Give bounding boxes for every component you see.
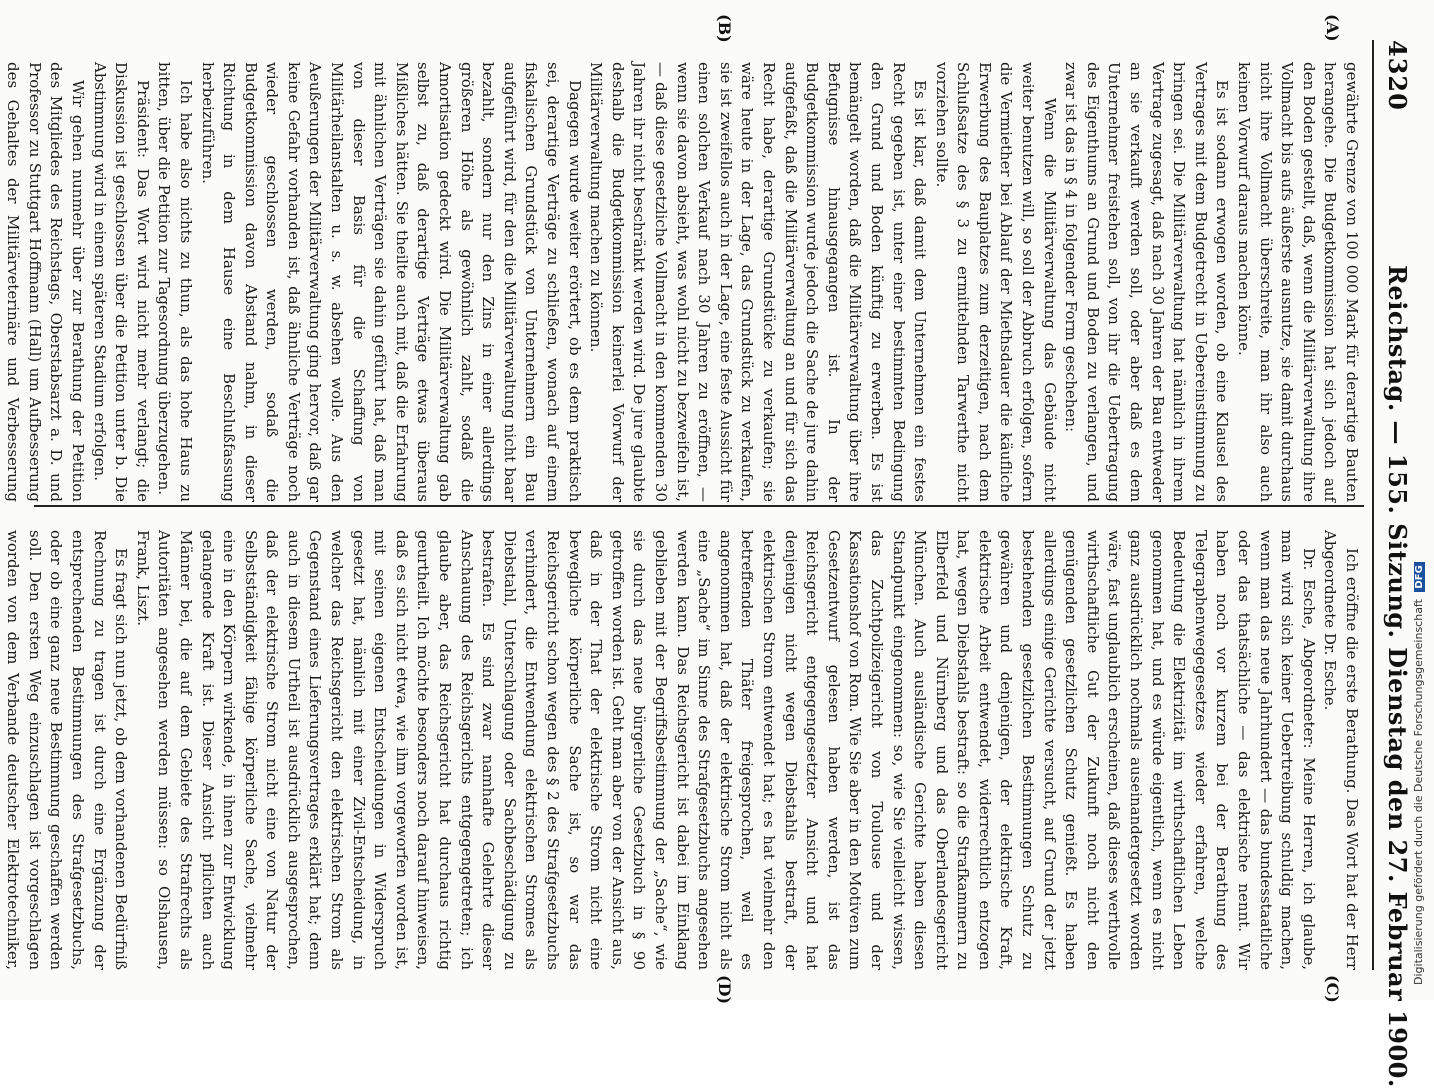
- paragraph: Wenn die Militärverwaltung das Gebäude nicht weiter benutzen will, so soll der Abbruch erfolgen, sofern die Vermiether bei Ablauf der Miethsdauer die käufliche Erwerbung des Bauplatzes zum derzeitigen, nach dem Schlußsatze des § 3 zu ermittelnden Tarwerthe nicht vorziehen sollte.: [932, 62, 1059, 502]
- margin-mark-c: (C): [1323, 975, 1342, 1003]
- paragraph: Es fragt sich nun jetzt, ob dem vorhandenen Bedürfniß Rechnung zu tragen ist durch eine Ergänzung der entsprechenden Bestimmungen des Strafgesetzbuchs, oder ob eine ganz neue Bestimmung geschaffen werden soll. Den ersten Weg einzuschlagen ist vorgeschlagen worden von dem Verbande deutscher Elektrotechniker,: [4, 530, 131, 970]
- paragraph: Dagegen wurde weiter erörtert, ob es denn praktisch sei, derartige Verträge zu schließen, wonach auf einem fiskalischen Grundstück von Unternehmern ein Bau aufgeführt wird, für den die Militärverwaltung nicht baar bezahlt, sondern nur den Zins in einer allerdings größeren Höhe als gewöhnlich zahlt, sodaß die Amortisation gedeckt wird. Die Militärverwaltung gab selbst zu, daß derartige Verträge etwas überaus Mißliches hätten. Sie theilte auch mit, daß die Erfahrung mit ähnlichen Verträgen sie dahin geführt hat, daß man von dieser Basis für die Schaffung von Militärheilanstalten u. s. w. absehen wolle. Aus den Aeußerungen der Militärverwaltung ging hervor, daß gar keine Gefahr vorhanden ist, daß ähnliche Verträge noch wieder geschlossen werden, sodaß die Budgetkommission davon Abstand nahm, in dieser Richtung in dem Hause eine Beschlußfassung herbeizuführen.: [198, 62, 584, 502]
- paragraph: gewährte Grenze von 100 000 Mark für derartige Bauten herangehe. Die Budgetkommission hat sich jedoch auf den Boden gestellt, daß, wenn die Militärverwaltung ihre Vollmacht bis aufs äußerste ausnutze, sie damit durchaus nicht ihre Vollmacht überschreite, man ihr also auch keinen Vorwurf daraus machen könne.: [1235, 62, 1361, 502]
- page-title: Reichstag. — 155. Sitzung. Dienstag den 27. Februar 1900.: [1383, 265, 1412, 1088]
- paragraph: Präsident: Das Wort wird nicht mehr verlangt; die Diskussion ist geschlossen über die Petition unter b. Die Abstimmung wird in einem späteren Stadium erfolgen.: [90, 62, 152, 502]
- column-divider: [34, 505, 1364, 507]
- margin-mark-d: (D): [715, 975, 734, 1005]
- right-text-column: [4, 530, 1362, 970]
- margin-mark-a: (A): [1323, 14, 1342, 42]
- paragraph: Dr. Esche, Abgeordneter: Meine Herren, ich glaube, man wird sich keiner Uebertreibung schuldig machen, wenn man das neue Jahrhundert — das bundesstaatliche oder das thatsächliche — das elektrische nennt. Wir haben noch vor kurzem bei der Berathung des Telegraphenwegegesetzes wieder erfahren, welche Bedeutung die Elektrizität im wirthschaftlichen Leben genommen hat, und es würde eigentlich, wenn es nicht ganz ausdrücklich nochmals auseinandergesetzt worden wäre, fast unglaublich erscheinen, daß dieses werthvolle wirthschaftliche Gut der Zukunft noch nicht den genügenden gesetzlichen Schutz genießt. Es haben allerdings einige Gerichte versucht, auf Grund der jetzt bestehenden gesetzlichen Bestimmungen Schutz zu gewähren und denjenigen, der elektrische Kraft, elektrische Arbeit entwendet, widerrechtlich entzogen hat, wegen Diebstahls bestraft: so die Strafkammern zu Elberfeld und Nürnberg und das Oberlandesgericht München. Auch ausländische Gerichte haben diesen Standpunkt eingenommen: so, wie Sie vielleicht wissen, das Zuchtpolizeigericht von Toulouse und der Kassationshof von Rom. Wie Sie aber in den Motiven zum Gesetzentwurf gelesen haben werden, ist das Reichsgericht entgegengesetzter Ansicht und hat denjenigen nicht wegen Diebstahls bestraft, der elektrischen Strom entwendet hat; es hat vielmehr den betreffenden Thäter freigesprochen, weil es angenommen hat, daß der elektrische Strom nicht als eine „Sache“ im Sinne des Strafgesetzbuchs angesehen werden kann. Das Reichsgericht ist dabei im Einklang geblieben mit der Begriffsbestimmung der „Sache“, wie sie durch das neue bürgerliche Gesetzbuch in § 90 getroffen worden ist. Geht man aber von der Ansicht aus, daß in der That der elektrische Strom nicht eine bewegliche körperliche Sache ist, so war das Reichsgericht schon wegen des § 2 des Strafgesetzbuchs verhindert, die Entwendung elektrischen Stromes als Diebstahl, Unterschlagung oder Sachbeschädigung zu bestrafen. Es sind zwar namhafte Gelehrte dieser Anschauung des Reichsgerichts entgegengetreten; ich glaube aber, das Reichsgericht hat durchaus richtig geurtheilt. Ich möchte besonders noch darauf hinweisen, daß es sich nicht etwa, wie ihm vorgeworfen worden ist, mit seinen eigenen Entscheidungen in Widerspruch gesetzt hat, nämlich mit einer Zivil-Entscheidung, in welcher das Reichsgericht den elektrischen Strom als Gegenstand eines Lieferungsvertrages erklärt hat; denn auch in diesem Urtheil ist ausdrücklich ausgesprochen, daß der elektrische Strom nicht eine von Natur der Selbstständigkeit fähige körperliche Sache, vielmehr eine in den Körpern wirkende, in ihnen zur Entwicklung gelangende Kraft ist. Dieser Ansicht pflichten auch Männer bei, die auf dem Gebiete des Strafrechts als Autoritäten angesehen werden müssen: so Olshausen, Frank, Liszt.: [133, 530, 1318, 970]
- paragraph: Es ist klar, daß damit dem Unternehmen ein festes Recht gegeben ist, unter einer bestimmten Bedingung den Grund und Boden künftig zu erwerben. Es ist bemängelt worden, daß die Militärverwaltung über ihre Befugnisse hinausgegangen ist. In der Budgetkommission wurde jedoch die Sache de jure dahin aufgefaßt, daß die Militärverwaltung an und für sich das Recht habe, derartige Grundstücke zu verkaufen; sie wäre heute in der Lage, das Grundstück zu verkaufen, sie ist zweifellos auch in der Lage, eine feste Aussicht für einen solchen Verkauf nach 30 Jahren zu eröffnen, — wenn sie davon absieht, was wohl nicht zu bezweifeln ist, — daß diese gesetzliche Vollmacht in den kommenden 30 Jahren ihr nicht beschränkt werden wird. De jure glaubte deshalb die Budgetkommission keinerlei Vorwurf der Militärverwaltung machen zu können.: [587, 62, 930, 502]
- dfg-logo: DFG: [1414, 562, 1425, 591]
- header-rule: [1372, 40, 1374, 970]
- page-number: 4320: [1383, 40, 1412, 111]
- paragraph: Ich habe also nichts zu thun, als das hohe Haus zu bitten, über die Petition zur Tagesordnung überzugehen.: [155, 62, 195, 502]
- paragraph: Ich eröffne die erste Berathung. Das Wort hat der Herr Abgeordnete Dr. Esche.: [1321, 530, 1361, 970]
- margin-mark-b: (B): [715, 14, 734, 43]
- credit-text: Digitalisierung gefördert durch die Deutsche Forschungsgemeinschaft: [1412, 599, 1425, 985]
- paragraph: Es ist sodann erwogen worden, ob eine Klausel des Vertrages mit dem Budgetrecht in Uebereinstimmung zu bringen sei. Die Militärverwaltung hat nämlich in ihrem Vertrage zugesagt, daß nach 30 Jahren der Bau entweder an sie verkauft werden soll, oder aber daß es dem Unternehmer freistehen soll, von ihr die Uebertragung des Eigenthums an Grund und Boden zu verlangen, und zwar ist das in § 4 in folgender Form geschehen:: [1062, 62, 1232, 502]
- paragraph: Wir gehen nunmehr über zur Berathung der Petition des Mitgliedes des Reichstags, Oberstabsarzt a. D. und Professor zu Stuttgart Hoffmann (Hall) um Aufbesserung des Gehaltes der Militärveterinäre und Verbesserung: [4, 62, 87, 502]
- left-text-column: [4, 62, 1362, 502]
- digitization-credit: [1404, 0, 1434, 1000]
